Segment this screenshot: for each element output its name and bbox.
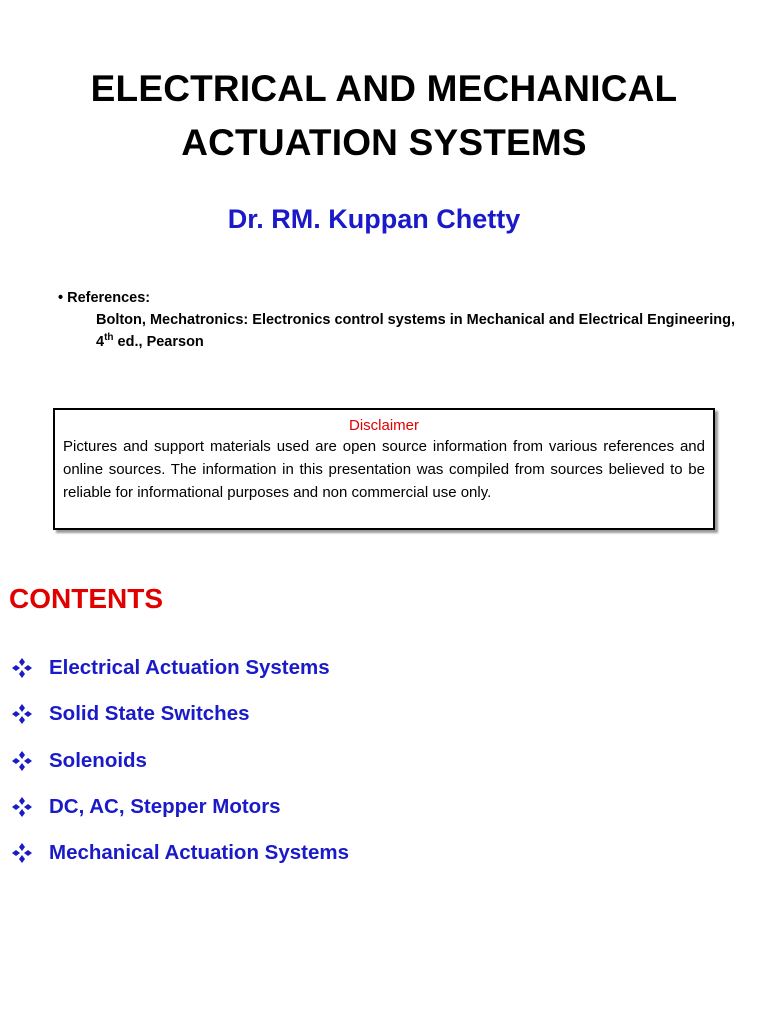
contents-item-electrical-actuation bbox=[11, 655, 349, 701]
references-text bbox=[96, 309, 736, 353]
author-name: Dr. RM. Kuppan Chetty bbox=[227, 204, 521, 234]
diamond-bullet-icon bbox=[11, 796, 33, 818]
contents-item-solenoids bbox=[11, 748, 349, 794]
slide-title-line-2: ACTUATION SYSTEMS bbox=[181, 122, 587, 163]
disclaimer-box bbox=[53, 408, 715, 530]
diamond-bullet-icon bbox=[11, 750, 33, 772]
diamond-bullet-icon bbox=[11, 703, 33, 725]
contents-item-solid-state-switches bbox=[11, 701, 349, 747]
disclaimer-title: Disclaimer bbox=[348, 417, 419, 434]
contents-item-label: Electrical Actuation Systems bbox=[49, 656, 330, 679]
diamond-bullet-icon bbox=[11, 842, 33, 864]
diamond-bullet-icon bbox=[11, 657, 33, 679]
contents-item-label: Solenoids bbox=[49, 748, 147, 772]
contents-heading: CONTENTS bbox=[9, 583, 163, 614]
contents-item-mechanical-actuation bbox=[11, 840, 349, 886]
contents-item-label: Mechanical Actuation Systems bbox=[49, 841, 350, 865]
contents-list bbox=[11, 655, 349, 886]
references-edition-superscript: th bbox=[104, 332, 114, 344]
slide-title-line-1: ELECTRICAL AND MECHANICAL bbox=[90, 68, 678, 109]
disclaimer-text: Pictures and support materials used are open source information from various references and online sources. The information in this presentation was compiled from sources believed to be reliable for informational purposes and non commercial use only. bbox=[63, 438, 705, 501]
slide-title bbox=[0, 62, 768, 170]
references-text-end: ed., Pearson bbox=[113, 334, 204, 350]
references-label: • References: bbox=[58, 290, 151, 306]
contents-item-label: Solid State Switches bbox=[49, 702, 250, 726]
contents-item-motors bbox=[11, 794, 349, 840]
references-text-main: Bolton, Mechatronics: Electronics control systems in Mechanical and Electrical Engineering, 4 bbox=[96, 312, 735, 350]
contents-item-label: DC, AC, Stepper Motors bbox=[49, 794, 281, 818]
